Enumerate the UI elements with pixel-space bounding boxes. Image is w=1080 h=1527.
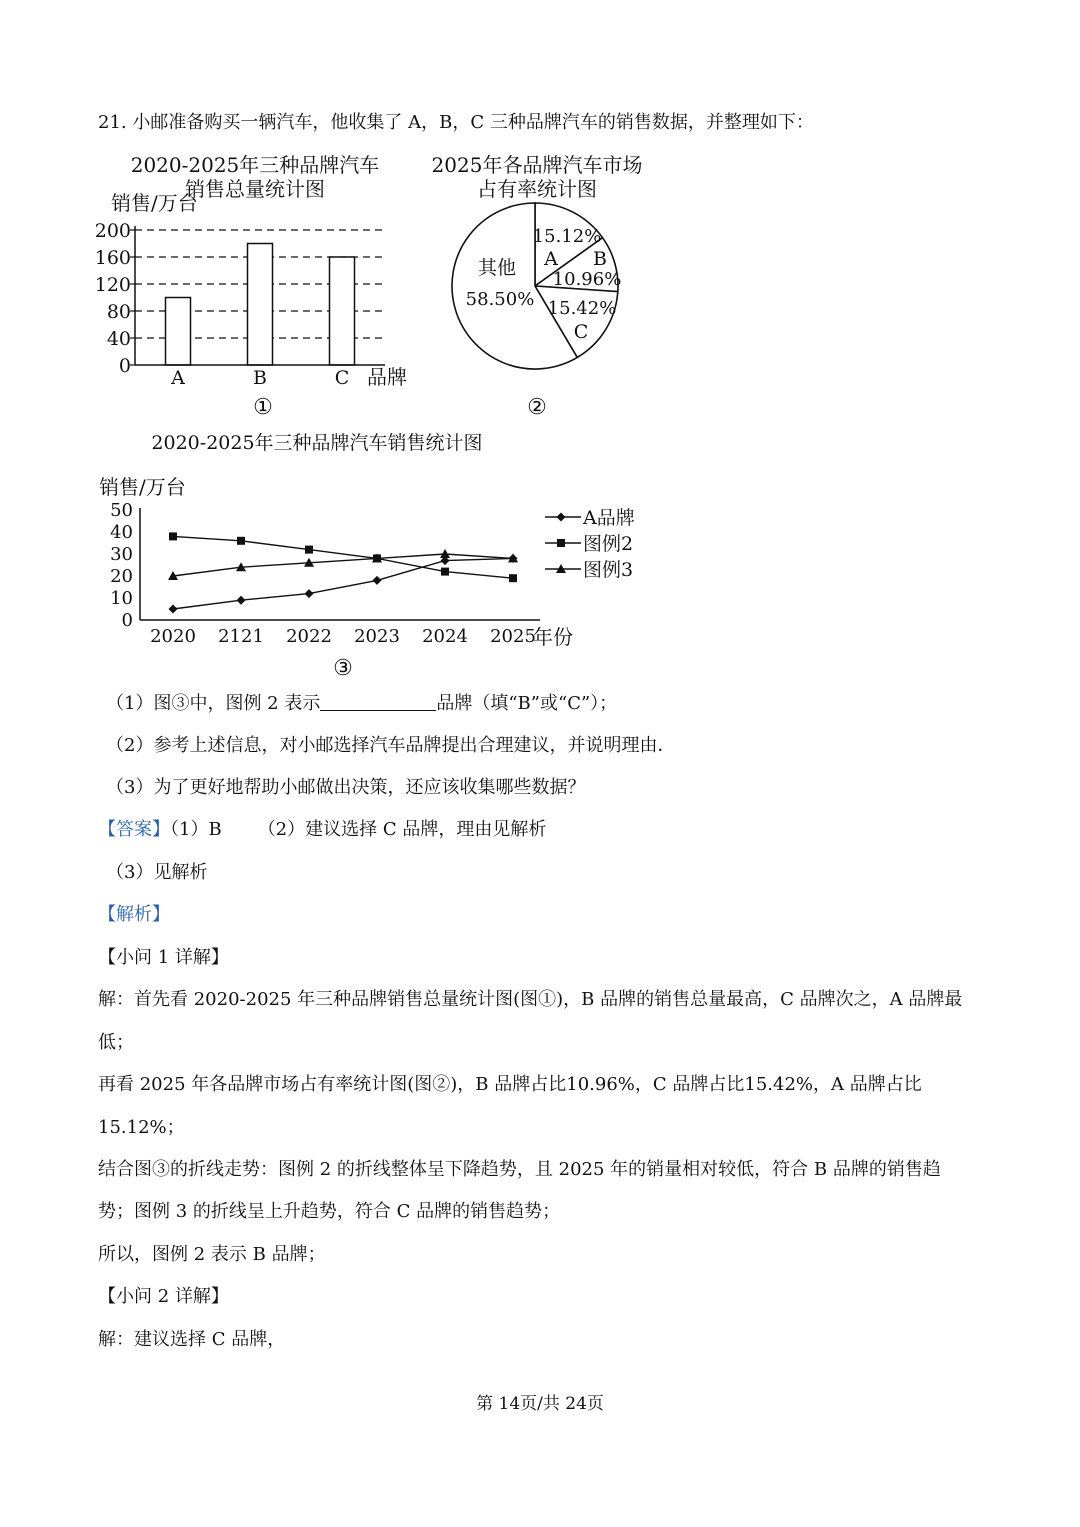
- bar-chart-ylabel: 销售/万台: [111, 191, 198, 215]
- line-chart-ytick-label: 50: [110, 500, 133, 521]
- bar-B: [248, 244, 273, 366]
- line-chart-caption: ③: [333, 656, 353, 680]
- bar-chart-xtick-label: C: [334, 367, 350, 389]
- pie-percent-label: 10.96%: [552, 269, 622, 290]
- bar-chart-ytick-label: 200: [95, 220, 131, 242]
- answer-line: [98, 818, 546, 842]
- line-chart-xtick-label: 2121: [218, 626, 264, 647]
- bar-C: [330, 257, 355, 365]
- pie-percent-label: 58.50%: [465, 289, 535, 310]
- bar-chart: [95, 148, 425, 418]
- bar-chart-ytick-label: 160: [95, 247, 131, 269]
- line-chart-ytick-label: 40: [110, 522, 133, 543]
- bar-chart-title-line1: 2020-2025年三种品牌汽车: [130, 153, 380, 177]
- bar-chart-xtick-label: A: [171, 367, 185, 389]
- answer-blank[interactable]: [320, 692, 436, 711]
- sub-question-1: [106, 692, 617, 716]
- line-point: [169, 605, 178, 614]
- page-footer: 第 14页/共 24页: [476, 1394, 604, 1414]
- line-series-1: [173, 558, 513, 609]
- q1-line-7: 所以，图例 2 表示 B 品牌；: [98, 1244, 326, 1265]
- pie-slice-label: A: [544, 248, 558, 270]
- answer-part-2: （2）建议选择 C 品牌，理由见解析: [257, 819, 547, 840]
- line-chart-xtick-label: 2020: [150, 626, 196, 647]
- sub-question-1-start: （1）图③中，图例 2 表示: [106, 693, 321, 714]
- pie-slice-label: 其他: [477, 257, 517, 279]
- line-chart-xtick-label: 2024: [422, 626, 468, 647]
- line-point: [373, 576, 382, 585]
- line-chart-title: 2020-2025年三种品牌汽车销售统计图: [151, 432, 483, 454]
- q2-line-1: 解：建议选择 C 品牌，: [98, 1329, 286, 1350]
- sub-question-2: （2）参考上述信息，对小邮选择汽车品牌提出合理建议，并说明理由．: [106, 735, 676, 756]
- line-point: [305, 589, 314, 598]
- question-stem-text: 小邮准备购买一辆汽车，他收集了 A，B，C 三种品牌汽车的销售数据，并整理如下：: [132, 112, 814, 133]
- pie-slice-label: B: [593, 248, 607, 270]
- q2-heading: 【小问 2 详解】: [98, 1286, 229, 1307]
- line-chart-ytick-label: 20: [110, 566, 133, 587]
- legend-label: A品牌: [583, 507, 635, 529]
- q1-line-2: 低；: [98, 1032, 134, 1053]
- bar-chart-ytick-label: 120: [95, 274, 131, 296]
- line-point: [305, 546, 313, 554]
- line-chart-ytick-label: 0: [121, 610, 133, 631]
- q1-heading: 【小问 1 详解】: [98, 947, 229, 968]
- bar-chart-caption: ①: [253, 395, 273, 418]
- legend-marker: [557, 539, 565, 547]
- legend-marker: [557, 513, 566, 522]
- bar-chart-ytick-label: 40: [106, 328, 131, 350]
- line-point: [169, 532, 177, 540]
- line-chart: [95, 425, 655, 680]
- sub-question-1-end: 品牌（填“B”或“C”）；: [436, 693, 618, 714]
- pie-chart-title-line1: 2025年各品牌汽车市场: [431, 153, 643, 177]
- pie-percent-label: 15.12%: [532, 226, 602, 247]
- line-point: [237, 596, 246, 605]
- line-chart-xtick-label: 2023: [354, 626, 400, 647]
- line-point: [509, 574, 517, 582]
- legend-label: 图例3: [583, 559, 634, 581]
- answer-part-3: （3）见解析: [106, 862, 208, 883]
- bar-A: [166, 298, 191, 366]
- pie-percent-label: 15.42%: [547, 298, 617, 319]
- line-chart-xtick-label: 2025: [490, 626, 536, 647]
- line-point: [441, 568, 449, 576]
- analysis-label: 【解析】: [98, 904, 170, 925]
- bar-chart-xlabel: 品牌: [367, 365, 407, 389]
- q1-line-1: 解：首先看 2020-2025 年三种品牌销售总量统计图(图①)，B 品牌的销售总量最高，C 品牌次之，A 品牌最: [98, 989, 963, 1010]
- line-point: [237, 537, 245, 545]
- question-stem: [98, 111, 814, 135]
- bar-chart-xtick-label: B: [253, 367, 267, 389]
- line-chart-xlabel: 年份: [533, 625, 573, 649]
- answer-part-1: （1）B: [170, 819, 222, 840]
- line-chart-ylabel: 销售/万台: [99, 475, 186, 499]
- q1-line-6: 势；图例 3 的折线呈上升趋势，符合 C 品牌的销售趋势；: [98, 1201, 561, 1222]
- answer-label: 【答案】: [98, 819, 170, 840]
- question-number: 21.: [98, 112, 127, 133]
- sub-question-3: （3）为了更好地帮助小邮做出决策，还应该收集哪些数据？: [106, 777, 586, 798]
- bar-chart-ytick-label: 80: [106, 301, 131, 323]
- q1-line-3: 再看 2025 年各品牌市场占有率统计图(图②)，B 品牌占比10.96%，C 品牌占比15.42%，A 品牌占比: [98, 1074, 922, 1095]
- line-series-2: [173, 536, 513, 578]
- pie-slice-label: C: [573, 321, 589, 343]
- line-point: [440, 549, 450, 558]
- bar-chart-title-line2: 销售总量统计图: [185, 177, 325, 201]
- q1-line-4: 15.12%；: [98, 1117, 185, 1138]
- q1-line-5: 结合图③的折线走势：图例 2 的折线整体呈下降趋势，且 2025 年的销量相对较低，符合 B 品牌的销售趋: [98, 1159, 941, 1180]
- legend-label: 图例2: [583, 533, 634, 555]
- line-chart-ytick-label: 30: [110, 544, 133, 565]
- pie-chart: [425, 148, 655, 423]
- line-chart-ytick-label: 10: [110, 588, 133, 609]
- bar-chart-ytick-label: 0: [118, 355, 131, 377]
- line-chart-xtick-label: 2022: [286, 626, 332, 647]
- pie-chart-title-line2: 占有率统计图: [477, 177, 597, 201]
- pie-chart-caption: ②: [527, 395, 547, 420]
